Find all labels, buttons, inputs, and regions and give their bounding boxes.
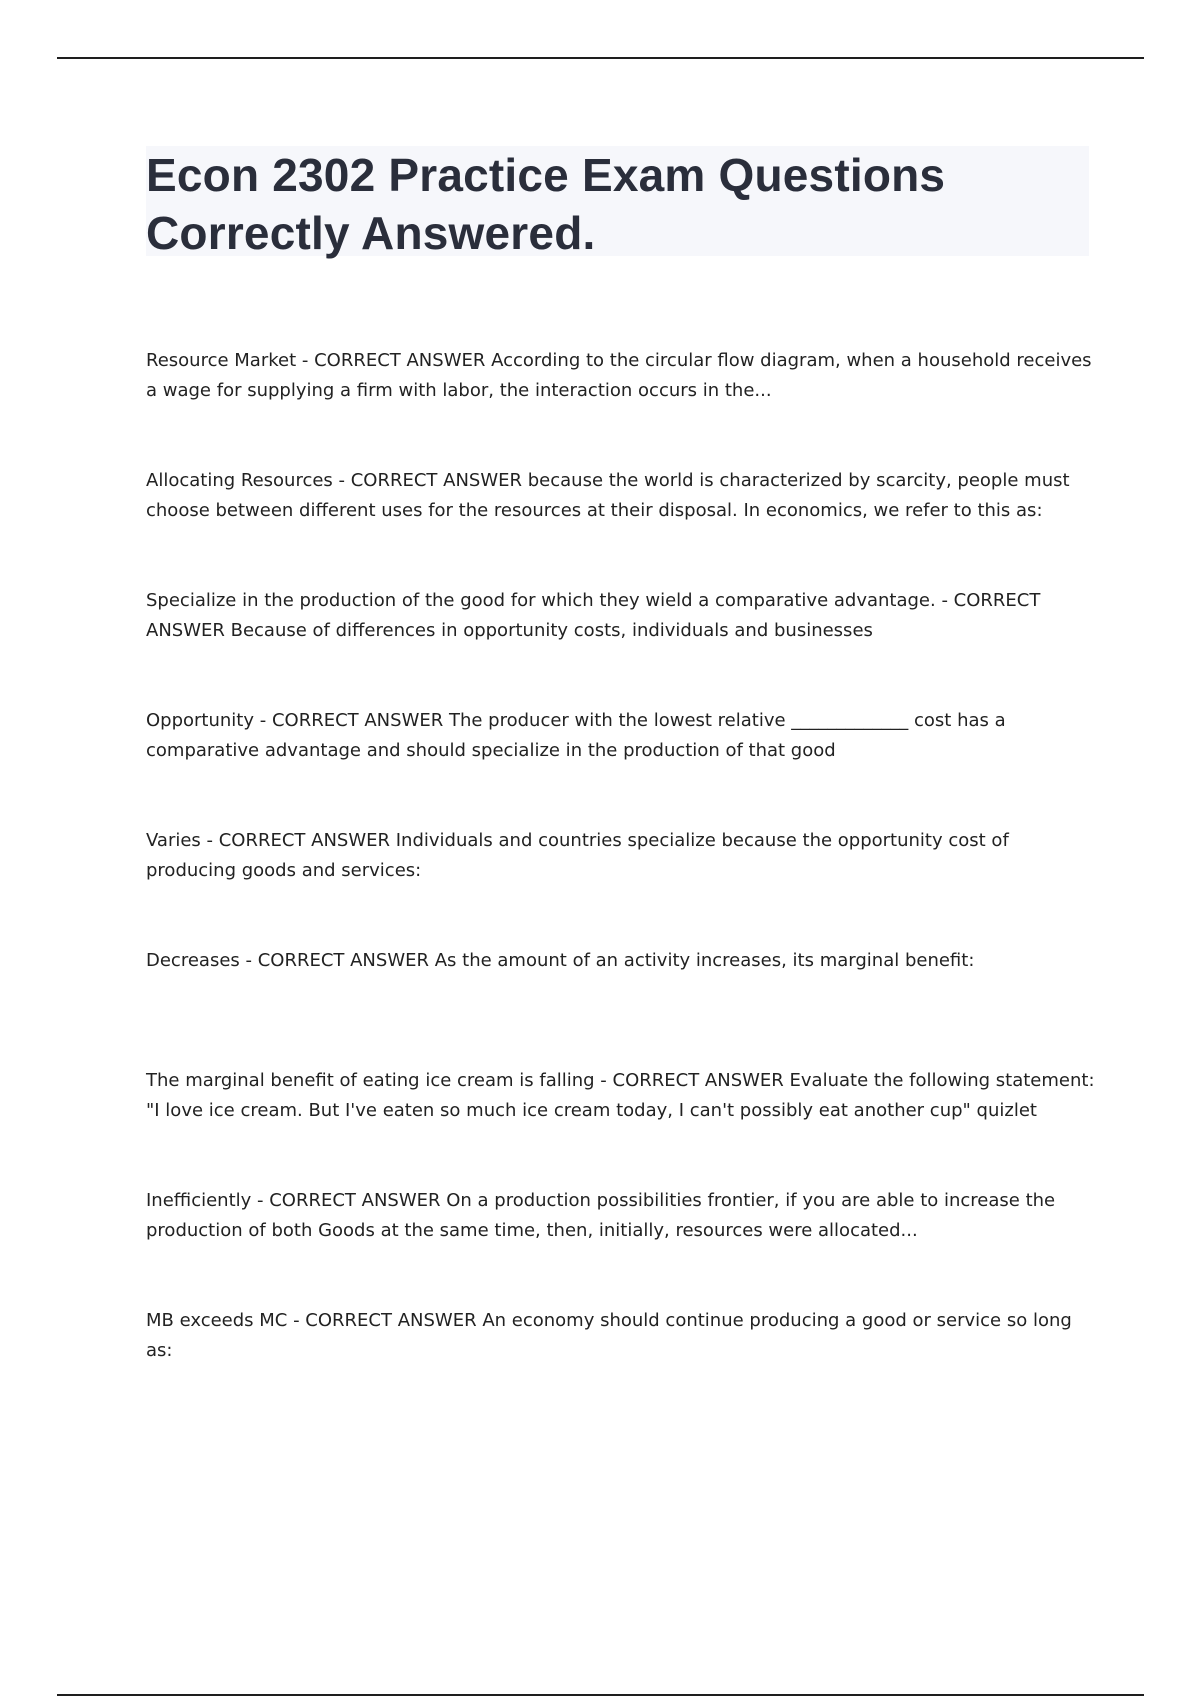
qa-item-7: The marginal benefit of eating ice cream is falling - CORRECT ANSWER Evaluate the following statement: "I love ice cream. But I've eaten so much ice cream today, I can't possibly eat another cup" quizlet (146, 1070, 1095, 1121)
title-box (146, 146, 1089, 259)
qa-item-6: Decreases - CORRECT ANSWER As the amount of an activity increases, its marginal benefit: (146, 950, 975, 971)
qa-item-9: MB exceeds MC - CORRECT ANSWER An economy should continue producing a good or service so long as: (146, 1310, 1072, 1361)
qa-item-8: Inefficiently - CORRECT ANSWER On a production possibilities frontier, if you are able to increase the production of both Goods at the same time, then, initially, resources were allocated... (146, 1190, 1056, 1241)
footer-rule (57, 1694, 1144, 1696)
document-title-line2: Correctly Answered. (146, 207, 596, 259)
qa-item-3: Specialize in the production of the good for which they wield a comparative advantage. - CORRECT ANSWER Because of differences in opportunity costs, individuals and businesses (146, 590, 1041, 641)
qa-item-2: Allocating Resources - CORRECT ANSWER because the world is characterized by scarcity, people must choose between different uses for the resources at their disposal. In economics, we refer to this as: (146, 470, 1070, 521)
header-rule (57, 57, 1144, 59)
qa-item-5: Varies - CORRECT ANSWER Individuals and countries specialize because the opportunity cost of producing goods and services: (146, 830, 1009, 881)
document-title-line1: Econ 2302 Practice Exam Questions (146, 149, 946, 201)
qa-item-4: Opportunity - CORRECT ANSWER The producer with the lowest relative _____________ cost has a comparative advantage and should specialize in the production of that good (146, 710, 1006, 761)
qa-list (146, 346, 1096, 1426)
qa-item-1: Resource Market - CORRECT ANSWER According to the circular flow diagram, when a household receives a wage for supplying a firm with labor, the interaction occurs in the... (146, 350, 1092, 401)
document-title (146, 146, 1089, 262)
